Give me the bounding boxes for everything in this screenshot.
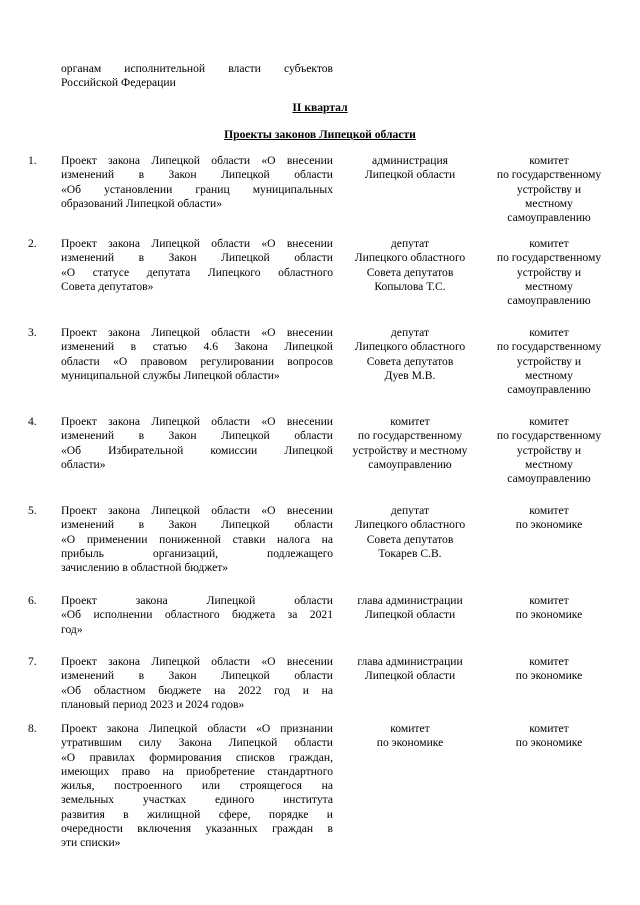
initiator-cell	[340, 594, 480, 623]
description-line: Совета депутатов»	[61, 279, 154, 293]
committee-line: комитет	[529, 655, 569, 668]
committee-line: местному	[525, 279, 573, 293]
description-line: Проект закона Липецкой области «О внесении	[61, 326, 333, 339]
row-number: 3.	[28, 326, 37, 339]
bill-description	[61, 326, 333, 383]
bill-description	[61, 504, 333, 575]
initiator-cell	[340, 655, 480, 684]
initiator-cell	[340, 326, 480, 383]
initiator-line: глава администрации	[357, 655, 463, 668]
bill-description	[61, 154, 333, 211]
row-number: 1.	[28, 154, 37, 167]
description-line: изменений в Закон Липецкой области	[61, 518, 333, 532]
description-line: утратившим силу Закона Липецкой области	[61, 736, 333, 750]
row-number: 5.	[28, 504, 37, 517]
description-line: Проект закона Липецкой области «О внесении	[61, 655, 333, 668]
committee-line: комитет	[529, 415, 569, 428]
description-line: образований Липецкой области»	[61, 196, 223, 210]
committee-line: комитет	[529, 504, 569, 517]
description-line: изменений в Закон Липецкой области	[61, 251, 333, 265]
description-line: год»	[61, 622, 83, 636]
committee-cell	[488, 504, 610, 533]
description-line: Проект закона Липецкой области	[61, 594, 333, 607]
committee-line: по экономике	[515, 518, 583, 532]
bill-description	[61, 655, 333, 712]
description-line: Проект закона Липецкой области «О внесении	[61, 415, 333, 428]
row-number: 4.	[28, 415, 37, 428]
committee-cell	[488, 655, 610, 684]
initiator-line: Липецкой области	[364, 669, 456, 683]
bill-description	[61, 237, 333, 294]
description-line: прибыль организаций, подлежащего	[61, 546, 333, 560]
description-line: плановый период 2023 и 2024 годов»	[61, 697, 245, 711]
description-line: «Об установлении границ муниципальных	[61, 182, 333, 196]
committee-cell	[488, 415, 610, 486]
committee-line: по государственному	[496, 340, 602, 354]
initiator-line: Дуев М.В.	[384, 368, 436, 382]
description-line: изменений в Закон Липецкой области	[61, 429, 333, 443]
initiator-line: самоуправлению	[368, 457, 452, 471]
description-line: «О статусе депутата Липецкого областного	[61, 265, 333, 279]
committee-line: самоуправлению	[507, 294, 591, 308]
description-line: «О правилах формирования списков граждан,	[61, 750, 333, 764]
description-line: изменений в Закон Липецкой области	[61, 168, 333, 182]
description-line: «Об областном бюджете на 2022 год и на	[61, 683, 333, 697]
description-line: Проект закона Липецкой области «О внесении	[61, 504, 333, 517]
initiator-line: комитет	[390, 415, 430, 428]
initiator-line: Липецкого областного	[354, 518, 466, 532]
row-number: 7.	[28, 655, 37, 668]
committee-line: устройству и	[516, 354, 582, 368]
initiator-line: Совета депутатов	[366, 265, 454, 279]
initiator-cell	[340, 722, 480, 751]
committee-cell	[488, 326, 610, 397]
intro-line-1: органам исполнительной власти субъектов	[61, 62, 333, 75]
intro-text	[61, 62, 333, 91]
committee-line: местному	[525, 196, 573, 210]
committee-line: местному	[525, 457, 573, 471]
row-number: 2.	[28, 237, 37, 250]
initiator-cell	[340, 504, 480, 561]
initiator-line: администрация	[371, 154, 449, 167]
bill-description	[61, 594, 333, 637]
initiator-line: Совета депутатов	[366, 354, 454, 368]
committee-line: местному	[525, 368, 573, 382]
description-line: очередности включения указанных граждан в	[61, 822, 333, 836]
initiator-line: комитет	[390, 722, 430, 735]
initiator-line: Липецкой области	[364, 168, 456, 182]
committee-line: устройству и	[516, 443, 582, 457]
committee-cell	[488, 237, 610, 308]
committee-line: по экономике	[515, 736, 583, 750]
bill-description	[61, 722, 333, 851]
committee-line: комитет	[529, 154, 569, 167]
description-line: «О применении пониженной ставки налога на	[61, 532, 333, 546]
initiator-line: депутат	[390, 237, 430, 250]
committee-cell	[488, 722, 610, 751]
initiator-line: глава администрации	[357, 594, 463, 607]
initiator-line: устройству и местному	[352, 443, 468, 457]
committee-line: устройству и	[516, 265, 582, 279]
description-line: изменений в статью 4.6 Закона Липецкой	[61, 340, 333, 354]
initiator-line: Токарев С.В.	[378, 546, 442, 560]
committee-line: по экономике	[515, 669, 583, 683]
committee-line: по экономике	[515, 608, 583, 622]
initiator-line: Копылова Т.С.	[374, 279, 446, 293]
initiator-cell	[340, 237, 480, 294]
description-line: «Об Избирательной комиссии Липецкой	[61, 443, 333, 457]
description-line: жилья, построенного или строящегося на	[61, 779, 333, 793]
initiator-line: по экономике	[376, 736, 444, 750]
intro-line-2: Российской Федерации	[61, 76, 176, 90]
committee-cell	[488, 594, 610, 623]
initiator-line: депутат	[390, 504, 430, 517]
committee-line: по государственному	[496, 429, 602, 443]
initiator-line: Липецкого областного	[354, 251, 466, 265]
committee-line: комитет	[529, 722, 569, 735]
description-line: изменений в Закон Липецкой области	[61, 669, 333, 683]
description-line: Проект закона Липецкой области «О внесении	[61, 154, 333, 167]
bill-description	[61, 415, 333, 472]
description-line: имеющих право на приобретение стандартного	[61, 764, 333, 778]
row-number: 6.	[28, 594, 37, 607]
committee-line: комитет	[529, 326, 569, 339]
committee-line: по государственному	[496, 251, 602, 265]
committee-line: устройству и	[516, 182, 582, 196]
committee-cell	[488, 154, 610, 225]
description-line: области»	[61, 457, 106, 471]
description-line: муниципальной службы Липецкой области»	[61, 368, 280, 382]
committee-line: самоуправлению	[507, 211, 591, 225]
description-line: зачислению в областной бюджет»	[61, 561, 229, 575]
section-heading: II квартал	[292, 101, 348, 114]
description-line: области «О правовом регулировании вопросов	[61, 354, 333, 368]
initiator-line: Липецкого областного	[354, 340, 466, 354]
initiator-cell	[340, 154, 480, 183]
initiator-cell	[340, 415, 480, 472]
description-line: «Об исполнении областного бюджета за 2021	[61, 608, 333, 622]
initiator-line: депутат	[390, 326, 430, 339]
subsection-heading: Проекты законов Липецкой области	[224, 128, 416, 141]
description-line: развития в жилищной сфере, порядке и	[61, 807, 333, 821]
initiator-line: Липецкой области	[364, 608, 456, 622]
committee-line: самоуправлению	[507, 472, 591, 486]
description-line: земельных участках единого института	[61, 793, 333, 807]
description-line: Проект закона Липецкой области «О признании	[61, 722, 333, 735]
committee-line: комитет	[529, 594, 569, 607]
committee-line: комитет	[529, 237, 569, 250]
initiator-line: по государственному	[357, 429, 463, 443]
description-line: Проект закона Липецкой области «О внесении	[61, 237, 333, 250]
initiator-line: Совета депутатов	[366, 532, 454, 546]
row-number: 8.	[28, 722, 37, 735]
description-line: эти списки»	[61, 836, 121, 850]
committee-line: самоуправлению	[507, 383, 591, 397]
committee-line: по государственному	[496, 168, 602, 182]
